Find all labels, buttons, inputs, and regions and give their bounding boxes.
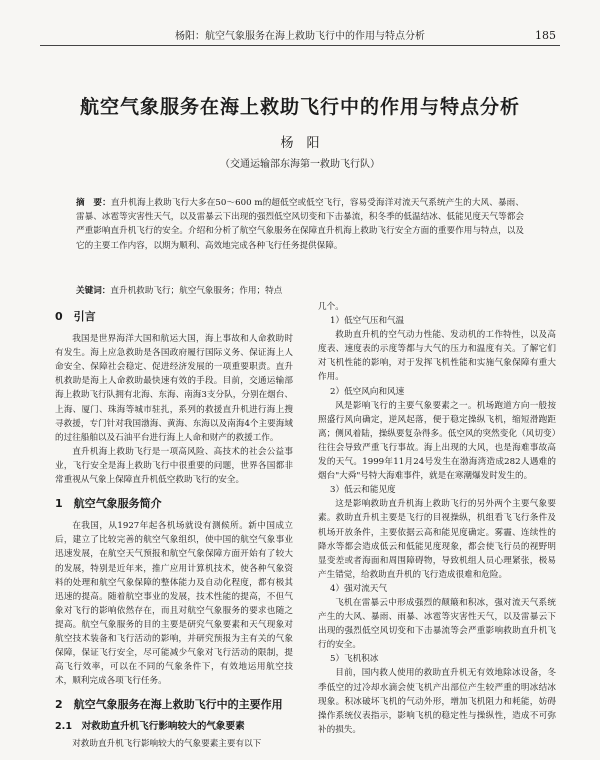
author-affiliation: （交通运输部东海第一救助飞行队） bbox=[220, 159, 380, 170]
abstract bbox=[76, 196, 524, 253]
list-item-title: 2）低空风向和风速 bbox=[330, 386, 405, 397]
article-title: 航空气象服务在海上救助飞行中的作用与特点分析 bbox=[79, 96, 520, 118]
paragraph: 对救助直升机飞行影响较大的气象要素主要有以下 bbox=[72, 738, 262, 749]
list-item-title: 5）飞机积冰 bbox=[330, 654, 379, 665]
keywords-label: 关键词： bbox=[76, 286, 111, 296]
left-column bbox=[55, 300, 293, 751]
list-item-text: 救助直升机的空气动力性能、发动机的工作特性，以及高度表、速度表的示度等都与大气的压力和温度有关。了解它们对飞机性能的影响，对于发挥飞机性能和实施气象保障有重大作用。 bbox=[318, 330, 556, 383]
list-item-text: 目前，国内救人使用的救助直升机无有效地除冰设备，冬季低空的过冷却水滴会使飞机产出部位产生较严重的明冰结冰现象。积冰破坏飞机的气动外形，增加飞机阻力和耗能，妨碍操作系统仪表指示，影响飞机的稳定性与操纵性，造成不可弥补的损失。 bbox=[318, 668, 556, 735]
abstract-text: 直升机海上救助飞行大多在50～600 m的超低空或低空飞行，容易受海洋对流天气系统产生的大风、暴雨、雷暴、冰雹等灾害性天气，以及雷暴云下出现的强烈低空风切变和下击暴流，积冬季的低温结冰、低能见度天气等都会严重影响直升机飞行的安全。介绍和分析了航空气象服务在保障直升机海上救助飞行安全方面的重要作用与特点，以及它的主要工作内容，以期为顺利、高效地完成各种飞行任务提供保障。 bbox=[76, 198, 524, 251]
section-heading-1: 1 航空气象服务简介 bbox=[55, 497, 162, 511]
paragraph: 我国是世界海洋大国和航运大国，海上事故和人命救助时有发生。海上应急救助是各国政府履行国际义务、保证海上人命安全、保障社会稳定、促进经济发展的一项重要职责。直升机救助是海上人命救助最快速有效的手段。目前，交通运输部海上救助飞行队拥有北海、东海、南海3支分队，分别在烟台、上海、厦门、珠海等城市驻扎，系列的救援直升机进行海上搜寻救援，专门针对我国渤海、黄海、东海以及南海4个主要海域的过往船舶以及石油平台进行海上人命和财产的救援工作。 bbox=[55, 334, 293, 443]
abstract-label: 摘 要： bbox=[76, 198, 111, 208]
section-heading-intro: 0 引言 bbox=[55, 310, 96, 323]
list-item-title: 4）强对流天气 bbox=[330, 583, 388, 594]
keywords bbox=[76, 284, 524, 296]
list-item-text: 风是影响飞行的主要气象要素之一。机场跑道方向一般按照盛行风向确定，逆风起落，便于稳定操纵飞机，缩短滑跑距离；侧风着陆，操纵要复杂得多。低空风的突然变化（风切变）往往会导致严重飞行事故。海上出现的大风，也是海难事故高发的天气。1999年11月24号发生在渤海湾造成282人遇难的烟台"大舜"号特大海难事件，就是在寒潮爆发时发生的。 bbox=[318, 400, 556, 482]
list-item-title: 3）低云和能见度 bbox=[330, 485, 396, 496]
keywords-text: 直升机救助飞行；航空气象服务；作用；特点 bbox=[110, 286, 283, 296]
subsection-heading-2-1: 2.1 对救助直升机飞行影响较大的气象要素 bbox=[55, 721, 245, 733]
page-number: 185 bbox=[535, 29, 556, 42]
list-item-text: 这是影响救助直升机海上救助飞行的另外两个主要气象要素。救助直升机主要是飞行的目视操纵，机组看飞飞行条件及机场开放条件，主要依据云高和能见度确定。雾霾、连续性的降水等都会造成低云和低能见度现象，都会使飞行员的视野明显变差或者海面和周围障碍物，导致机组人员心理紧张，极易产生错觉，给救助直升机的飞行造成很难和危险。 bbox=[318, 499, 556, 580]
paragraph: 直升机海上救助飞行是一项高风险、高技术的社会公益事业，飞行安全是海上救助飞行中很重要的问题，世界各国都非常重视从气象上保障直升机低空救助飞行的安全。 bbox=[55, 446, 293, 486]
list-item-text: 飞机在雷暴云中形成强烈的颠簸和积冰，强对流天气系统产生的大风、暴雨、雨暴、冰雹等灾害性天气，以及雷暴云下出现的强烈低空风切变和下击暴流等会严重影响救助直升机飞行的安全。 bbox=[318, 597, 556, 651]
author-name: 杨 阳 bbox=[280, 136, 320, 151]
right-column bbox=[318, 300, 556, 737]
paragraph-continued: 几个。 bbox=[318, 302, 344, 312]
section-heading-2: 2 航空气象服务在海上救助飞行中的主要作用 bbox=[55, 698, 283, 712]
list-item-title: 1）低空气压和气温 bbox=[330, 316, 405, 327]
paragraph: 在我国，从1927年起各机场就设有测候所。新中国成立后，建立了比较完善的航空气象组织，使中国的航空气象事业迅速发展，在航空天气预报和航空气象保障方面开始有了较大的发展，特别是近年来，推广应用计算机技术，使各种气象资料的处理和航空气象保障的整体能力及自动化程度，都有极其迅速的提高。随着航空事业的发展，技术性能的提高，不但气象对飞行的影响依然存在，而且对航空气象服务的要求也随之提高。航空气象服务的目的主要是研究气象要素和天气现象对航空技术装备和飞行活动的影响，并研究预报为主有关的气象保障，保证飞行安全，尽可能减少气象对飞行活动的限制，提高飞行效率，可以在不同的气象条件下，有效地运用航空技术，顺利完成各项飞行任务。 bbox=[55, 521, 293, 687]
running-title: 杨阳：航空气象服务在海上救助飞行中的作用与特点分析 bbox=[175, 31, 425, 42]
running-header bbox=[40, 26, 560, 46]
